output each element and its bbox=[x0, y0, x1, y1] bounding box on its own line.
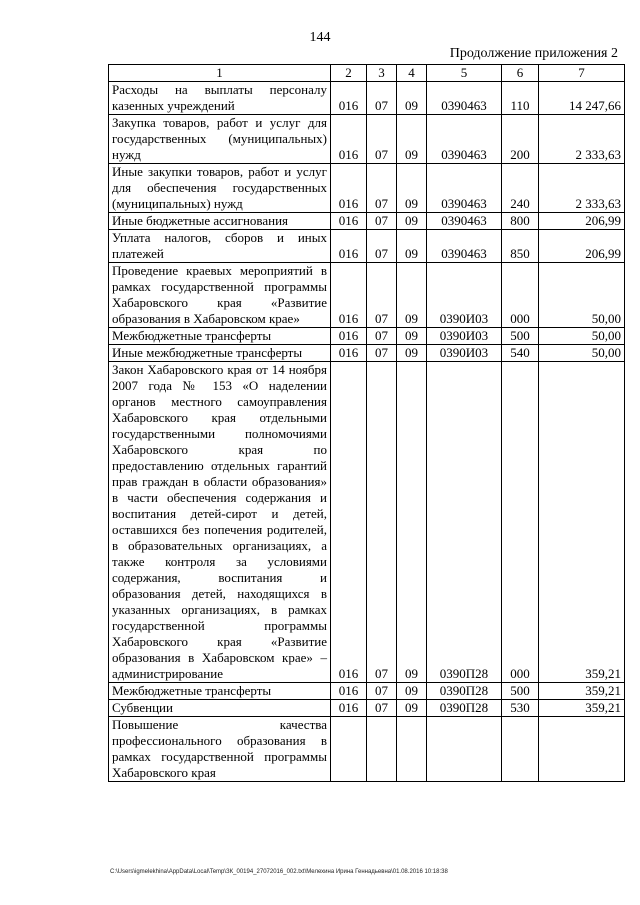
target-article-cell: 0390П28 bbox=[427, 362, 502, 683]
target-article-cell: 0390463 bbox=[427, 213, 502, 230]
table-row bbox=[109, 263, 625, 328]
ministry-code-cell: 016 bbox=[331, 213, 367, 230]
subsection-code-cell: 09 bbox=[397, 683, 427, 700]
expense-type-cell bbox=[502, 717, 539, 782]
ministry-code-cell bbox=[331, 717, 367, 782]
section-code-cell: 07 bbox=[367, 213, 397, 230]
row-name-cell: Повышение качества профессионального образования в рамках государственной программы Хабаровского края bbox=[109, 717, 331, 782]
amount-cell: 50,00 bbox=[539, 328, 625, 345]
section-code-cell: 07 bbox=[367, 683, 397, 700]
row-name-cell: Иные межбюджетные трансферты bbox=[109, 345, 331, 362]
table-row bbox=[109, 362, 625, 683]
column-header: 6 bbox=[502, 65, 539, 82]
amount-cell bbox=[539, 717, 625, 782]
row-name-cell: Проведение краевых мероприятий в рамках государственной программы Хабаровского края «Развитие образования в Хабаровском крае» bbox=[109, 263, 331, 328]
target-article-cell: 0390463 bbox=[427, 230, 502, 263]
expense-type-cell: 540 bbox=[502, 345, 539, 362]
footer-file-path: C:\Users\igmelekhina\AppData\Local\Temp\ЗК_00194_27072016_002.txt\Мелехина Ирина Геннадьевна\01.08.2016 10:18:38 bbox=[110, 869, 448, 875]
row-name-cell: Субвенции bbox=[109, 700, 331, 717]
target-article-cell: 0390П28 bbox=[427, 700, 502, 717]
amount-cell: 2 333,63 bbox=[539, 164, 625, 213]
expense-type-cell: 800 bbox=[502, 213, 539, 230]
section-code-cell: 07 bbox=[367, 328, 397, 345]
amount-cell: 2 333,63 bbox=[539, 115, 625, 164]
target-article-cell: 0390463 bbox=[427, 164, 502, 213]
column-header: 3 bbox=[367, 65, 397, 82]
ministry-code-cell: 016 bbox=[331, 700, 367, 717]
table-row bbox=[109, 115, 625, 164]
column-header: 7 bbox=[539, 65, 625, 82]
table-row bbox=[109, 345, 625, 362]
amount-cell: 359,21 bbox=[539, 700, 625, 717]
table-row bbox=[109, 700, 625, 717]
row-name-cell: Уплата налогов, сборов и иных платежей bbox=[109, 230, 331, 263]
column-header: 4 bbox=[397, 65, 427, 82]
ministry-code-cell: 016 bbox=[331, 263, 367, 328]
amount-cell: 50,00 bbox=[539, 345, 625, 362]
page-number: 144 bbox=[309, 30, 331, 45]
subsection-code-cell: 09 bbox=[397, 230, 427, 263]
table-row bbox=[109, 164, 625, 213]
subsection-code-cell bbox=[397, 717, 427, 782]
ministry-code-cell: 016 bbox=[331, 82, 367, 115]
ministry-code-cell: 016 bbox=[331, 230, 367, 263]
row-name-cell: Иные закупки товаров, работ и услуг для обеспечения государственных (муниципальных) нужд bbox=[109, 164, 331, 213]
amount-cell: 359,21 bbox=[539, 362, 625, 683]
subsection-code-cell: 09 bbox=[397, 362, 427, 683]
expense-type-cell: 000 bbox=[502, 362, 539, 683]
table-row bbox=[109, 82, 625, 115]
section-code-cell: 07 bbox=[367, 362, 397, 683]
amount-cell: 206,99 bbox=[539, 230, 625, 263]
section-code-cell: 07 bbox=[367, 164, 397, 213]
section-code-cell: 07 bbox=[367, 115, 397, 164]
ministry-code-cell: 016 bbox=[331, 115, 367, 164]
amount-cell: 359,21 bbox=[539, 683, 625, 700]
table-row bbox=[109, 213, 625, 230]
subsection-code-cell: 09 bbox=[397, 263, 427, 328]
table-row bbox=[109, 717, 625, 782]
ministry-code-cell: 016 bbox=[331, 164, 367, 213]
table-row bbox=[109, 230, 625, 263]
ministry-code-cell: 016 bbox=[331, 683, 367, 700]
subsection-code-cell: 09 bbox=[397, 328, 427, 345]
section-code-cell: 07 bbox=[367, 700, 397, 717]
expense-type-cell: 200 bbox=[502, 115, 539, 164]
budget-table bbox=[108, 64, 625, 782]
section-code-cell bbox=[367, 717, 397, 782]
row-name-cell: Межбюджетные трансферты bbox=[109, 683, 331, 700]
target-article-cell: 0390П28 bbox=[427, 683, 502, 700]
subsection-code-cell: 09 bbox=[397, 345, 427, 362]
subsection-code-cell: 09 bbox=[397, 164, 427, 213]
row-name-cell: Закупка товаров, работ и услуг для государственных (муниципальных) нужд bbox=[109, 115, 331, 164]
column-header: 1 bbox=[109, 65, 331, 82]
expense-type-cell: 110 bbox=[502, 82, 539, 115]
amount-cell: 206,99 bbox=[539, 213, 625, 230]
column-header: 5 bbox=[427, 65, 502, 82]
target-article-cell: 0390463 bbox=[427, 115, 502, 164]
target-article-cell: 0390И03 bbox=[427, 328, 502, 345]
ministry-code-cell: 016 bbox=[331, 345, 367, 362]
subsection-code-cell: 09 bbox=[397, 700, 427, 717]
section-code-cell: 07 bbox=[367, 263, 397, 328]
amount-cell: 50,00 bbox=[539, 263, 625, 328]
target-article-cell bbox=[427, 717, 502, 782]
expense-type-cell: 000 bbox=[502, 263, 539, 328]
expense-type-cell: 500 bbox=[502, 328, 539, 345]
row-name-cell: Расходы на выплаты персоналу казенных учреждений bbox=[109, 82, 331, 115]
table-row bbox=[109, 683, 625, 700]
amount-cell: 14 247,66 bbox=[539, 82, 625, 115]
section-code-cell: 07 bbox=[367, 345, 397, 362]
ministry-code-cell: 016 bbox=[331, 362, 367, 683]
ministry-code-cell: 016 bbox=[331, 328, 367, 345]
target-article-cell: 0390И03 bbox=[427, 345, 502, 362]
target-article-cell: 0390И03 bbox=[427, 263, 502, 328]
target-article-cell: 0390463 bbox=[427, 82, 502, 115]
appendix-continuation: Продолжение приложения 2 bbox=[449, 46, 618, 61]
column-header: 2 bbox=[331, 65, 367, 82]
section-code-cell: 07 bbox=[367, 82, 397, 115]
table-header-row bbox=[109, 65, 625, 82]
row-name-cell: Иные бюджетные ассигнования bbox=[109, 213, 331, 230]
subsection-code-cell: 09 bbox=[397, 115, 427, 164]
table-row bbox=[109, 328, 625, 345]
section-code-cell: 07 bbox=[367, 230, 397, 263]
expense-type-cell: 530 bbox=[502, 700, 539, 717]
subsection-code-cell: 09 bbox=[397, 213, 427, 230]
expense-type-cell: 500 bbox=[502, 683, 539, 700]
expense-type-cell: 240 bbox=[502, 164, 539, 213]
subsection-code-cell: 09 bbox=[397, 82, 427, 115]
expense-type-cell: 850 bbox=[502, 230, 539, 263]
row-name-cell: Межбюджетные трансферты bbox=[109, 328, 331, 345]
row-name-cell: Закон Хабаровского края от 14 ноября 2007 года № 153 «О наделении органов местного самоуправления Хабаровского края отдельными государственными полномочиями Хабаровского края по предоставлению отдельных гарантий прав граждан в области образования» в части обеспечения содержания и воспитания детей-сирот и детей, оставшихся без попечения родителей, в образовательных организациях, а также контроля за условиями содержания, воспитания и образования детей, находящихся в указанных организациях, в рамках государственной программы Хабаровского края «Развитие образования в Хабаровском крае» – администрирование bbox=[109, 362, 331, 683]
